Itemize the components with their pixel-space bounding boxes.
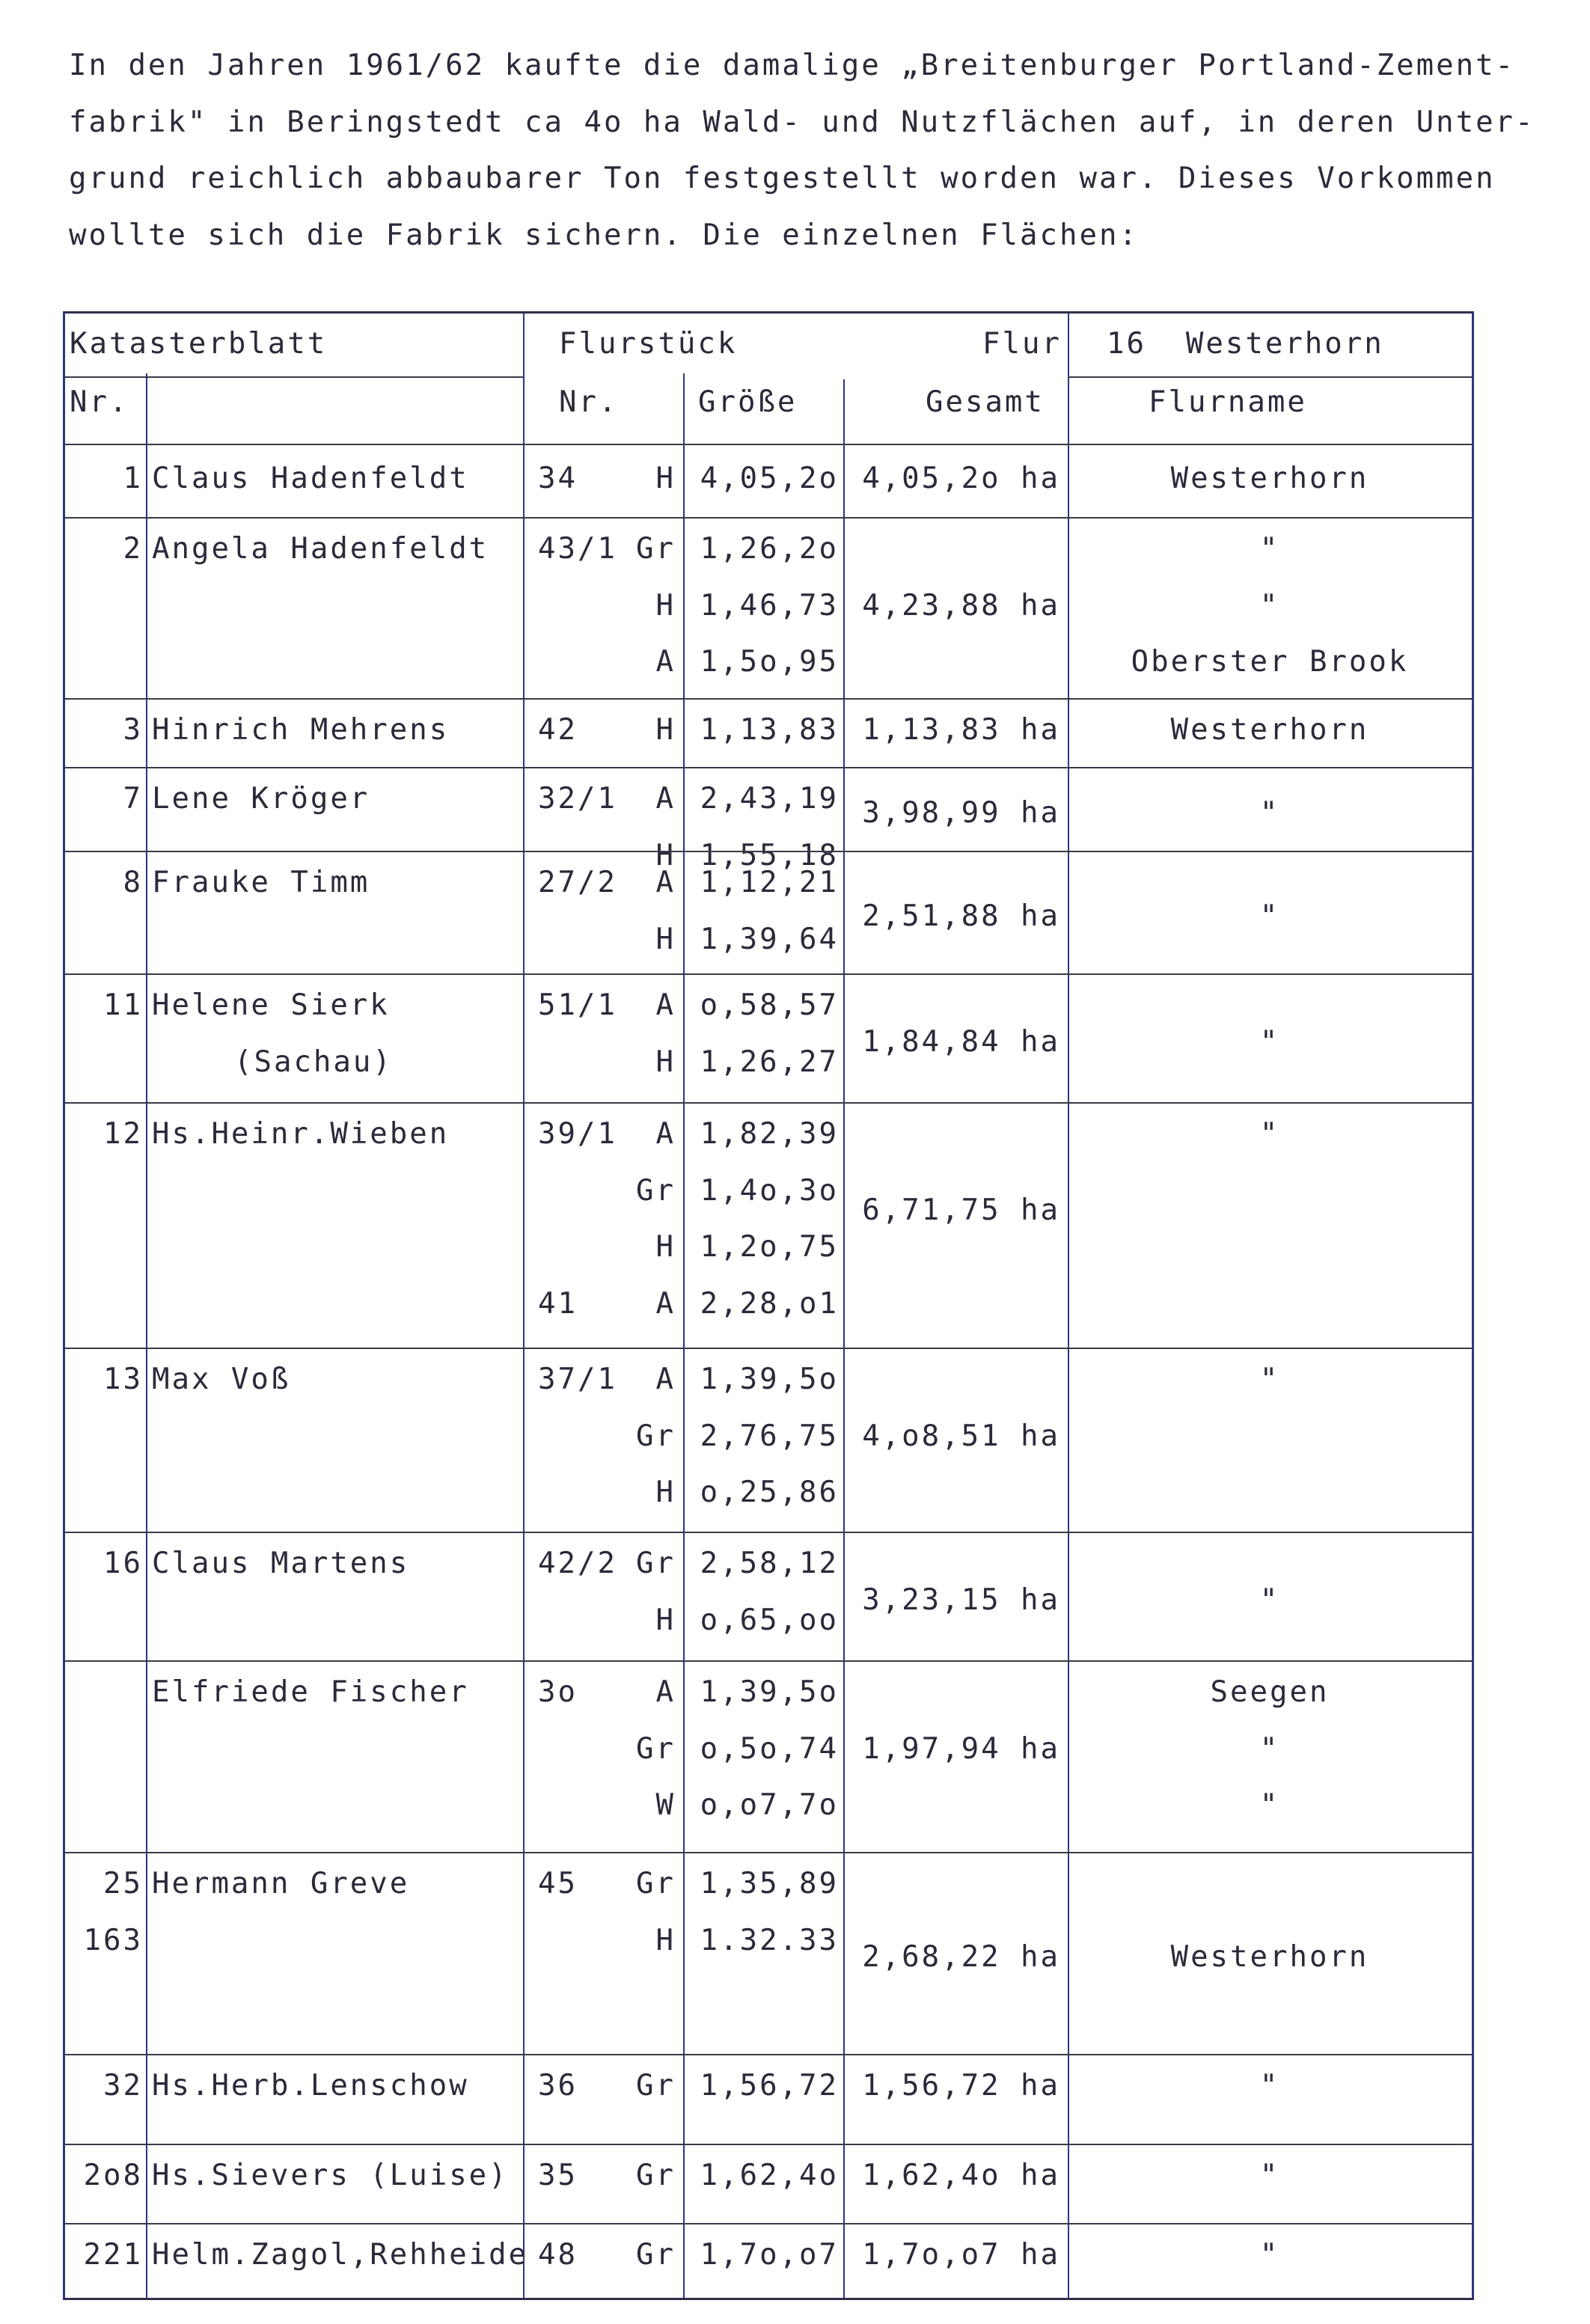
row-nr: 32: [103, 2069, 143, 2103]
row-divider: [65, 698, 1472, 700]
row-land-type: Gr: [636, 2159, 676, 2192]
row-land-type: H: [655, 1230, 676, 1264]
row-flurname: Westerhorn: [1170, 1940, 1369, 1974]
row-land-type: A: [655, 645, 676, 679]
row-groesse: 1,82,39: [700, 1117, 839, 1151]
row-land-type: Gr: [636, 2069, 676, 2103]
row-flurstueck-nr: 48: [538, 2238, 578, 2272]
column-divider: [1068, 314, 1069, 2298]
row-groesse: 1,39,5o: [700, 1675, 839, 1709]
row-flurstueck-nr: 35: [538, 2159, 578, 2192]
row-groesse: o,65,oo: [700, 1603, 839, 1637]
row-gesamt: 1,62,4o ha: [862, 2159, 1060, 2192]
row-land-type: H: [655, 838, 676, 872]
row-groesse: 1,35,89: [700, 1867, 839, 1901]
row-flurstueck-nr: 32/1: [538, 782, 617, 816]
header-divider: [1068, 376, 1472, 378]
row-land-type: H: [655, 1603, 676, 1637]
row-flurname: ": [1259, 1788, 1280, 1822]
row-divider: [65, 1102, 1472, 1104]
row-groesse: 1,56,72: [700, 2069, 839, 2103]
row-owner-name: Lene Kröger: [152, 782, 370, 816]
row-owner-name: Helene Sierk: [152, 988, 390, 1022]
row-land-type: H: [655, 922, 676, 956]
header-divider: [65, 376, 523, 378]
row-owner-name: Hinrich Mehrens: [152, 713, 450, 747]
row-gesamt: 3,23,15 ha: [862, 1583, 1060, 1617]
row-flurstueck-nr: 27/2: [538, 866, 617, 899]
row-gesamt: 1,56,72 ha: [862, 2069, 1060, 2103]
row-land-type: Gr: [636, 2238, 676, 2272]
row-owner-name: Hs.Sievers (Luise): [152, 2159, 509, 2192]
row-land-type: H: [655, 1923, 676, 1957]
parcel-table: [63, 311, 1474, 2300]
row-flurstueck-nr: 42: [538, 713, 578, 747]
row-owner-name: Hermann Greve: [152, 1867, 410, 1901]
header-gesamt: Gesamt: [926, 385, 1045, 419]
row-flurstueck-nr: 34: [538, 462, 578, 495]
row-owner-name: Hs.Heinr.Wieben: [152, 1117, 450, 1151]
row-nr: 13: [103, 1363, 143, 1396]
row-groesse: 1,2o,75: [700, 1230, 839, 1264]
row-groesse: 1,12,21: [700, 866, 839, 899]
column-divider: [843, 379, 845, 2298]
row-nr: 11: [103, 988, 143, 1022]
row-divider: [65, 2144, 1472, 2145]
row-nr: 3: [123, 713, 143, 747]
row-groesse: 4,05,2o: [700, 462, 839, 495]
row-land-type: A: [655, 1117, 676, 1151]
header-flur: Flur: [982, 327, 1062, 361]
row-gesamt: 4,23,88 ha: [862, 588, 1060, 623]
header-groesse: Größe: [698, 385, 798, 419]
row-flurname: ": [1259, 588, 1280, 623]
row-groesse: 1,26,27: [700, 1045, 839, 1079]
row-land-type: Gr: [636, 1731, 676, 1766]
row-land-type: A: [655, 988, 676, 1022]
row-owner-name: Elfriede Fischer: [152, 1675, 469, 1709]
row-flurname: ": [1259, 796, 1280, 830]
row-groesse: 2,58,12: [700, 1547, 839, 1580]
row-flurname: ": [1259, 2238, 1280, 2272]
row-divider: [65, 2223, 1472, 2224]
row-divider: [65, 973, 1472, 975]
header-flurstueck: Flurstück: [559, 327, 738, 361]
row-flurstueck-nr: 41: [538, 1286, 578, 1321]
row-divider: [65, 1532, 1472, 1533]
row-gesamt: 2,51,88 ha: [862, 899, 1060, 933]
row-gesamt: 1,13,83 ha: [862, 713, 1060, 747]
row-nr: 8: [123, 866, 143, 899]
row-nr: 7: [123, 782, 143, 816]
row-flurname: Westerhorn: [1170, 713, 1369, 747]
row-groesse: o,25,86: [700, 1476, 839, 1509]
header-bottom-line: [65, 444, 1472, 445]
row-owner-name: Frauke Timm: [152, 866, 370, 899]
row-divider: [65, 1348, 1472, 1349]
row-groesse: 2,28,o1: [700, 1286, 839, 1321]
row-flurstueck-nr: 43/1: [538, 532, 617, 566]
row-land-type: A: [655, 1675, 676, 1709]
row-flurstueck-nr: 3o: [538, 1675, 578, 1709]
row-owner-name: Claus Hadenfeldt: [152, 462, 469, 495]
column-divider: [146, 373, 147, 2298]
row-groesse: 1,7o,o7: [700, 2238, 839, 2272]
intro-line: wollte sich die Fabrik sichern. Die einzelnen Flächen:: [69, 218, 1139, 252]
row-land-type: A: [655, 1286, 676, 1321]
row-flurname: ": [1259, 1025, 1280, 1059]
row-gesamt: 1,84,84 ha: [862, 1025, 1060, 1059]
row-groesse: 1,39,5o: [700, 1363, 839, 1396]
row-flurname: ": [1259, 1731, 1280, 1766]
row-land-type: H: [655, 1476, 676, 1509]
row-groesse: 1,55,18: [700, 838, 839, 872]
row-groesse: 1.32.33: [700, 1923, 839, 1957]
row-land-type: H: [655, 1045, 676, 1079]
row-nr: 163: [83, 1923, 143, 1957]
row-owner-name: Angela Hadenfeldt: [152, 532, 489, 566]
row-land-type: A: [655, 866, 676, 899]
row-gesamt: 4,05,2o ha: [862, 462, 1060, 495]
row-groesse: o,5o,74: [700, 1731, 839, 1766]
row-groesse: o,58,57: [700, 988, 839, 1022]
column-divider: [523, 314, 525, 2298]
row-groesse: 2,43,19: [700, 782, 839, 816]
row-owner-name: Hs.Herb.Lenschow: [152, 2069, 469, 2103]
row-gesamt: 1,7o,o7 ha: [862, 2238, 1060, 2272]
row-owner-name: Max Voß: [152, 1363, 291, 1396]
row-flurstueck-nr: 39/1: [538, 1117, 617, 1151]
row-land-type: A: [655, 782, 676, 816]
row-nr: 12: [103, 1117, 143, 1151]
row-land-type: Gr: [636, 1419, 676, 1453]
row-groesse: 1,4o,3o: [700, 1173, 839, 1208]
row-flurstueck-nr: 51/1: [538, 988, 617, 1022]
row-divider: [65, 2054, 1472, 2055]
row-flurname: ": [1259, 1583, 1280, 1617]
row-owner-name: Claus Martens: [152, 1547, 410, 1580]
row-land-type: Gr: [636, 532, 676, 566]
row-land-type: H: [655, 462, 676, 495]
row-flurstueck-nr: 37/1: [538, 1363, 617, 1396]
row-divider: [65, 1660, 1472, 1662]
header-nr: Nr.: [70, 385, 129, 419]
row-gesamt: 1,97,94 ha: [862, 1731, 1060, 1766]
intro-line: In den Jahren 1961/62 kaufte die damalige „Breitenburger Portland-Zement-: [69, 49, 1516, 82]
row-land-type: Gr: [636, 1547, 676, 1580]
row-gesamt: 4,o8,51 ha: [862, 1419, 1060, 1453]
header-flurname: Flurname: [1149, 385, 1307, 419]
header-flur-value: 16 Westerhorn: [1107, 327, 1384, 361]
row-owner-name: (Sachau): [234, 1045, 393, 1079]
row-divider: [65, 517, 1472, 519]
row-divider: [65, 1852, 1472, 1853]
header-katasterblatt: Katasterblatt: [70, 327, 328, 361]
row-land-type: H: [655, 713, 676, 747]
row-nr: 2o8: [83, 2159, 143, 2192]
row-flurstueck-nr: 36: [538, 2069, 578, 2103]
row-nr: 2: [123, 532, 143, 566]
row-flurname: ": [1259, 899, 1280, 933]
row-flurname: Westerhorn: [1170, 462, 1369, 495]
row-land-type: W: [655, 1788, 676, 1822]
row-flurname: Seegen: [1210, 1675, 1330, 1709]
row-divider: [65, 767, 1472, 768]
row-groesse: 1,26,2o: [700, 532, 839, 566]
row-land-type: Gr: [636, 1867, 676, 1901]
row-flurname: Oberster Brook: [1131, 645, 1409, 679]
row-flurstueck-nr: 42/2: [538, 1547, 617, 1580]
intro-line: grund reichlich abbaubarer Ton festgestellt worden war. Dieses Vorkommen: [69, 162, 1496, 195]
row-gesamt: 3,98,99 ha: [862, 796, 1060, 830]
row-groesse: 2,76,75: [700, 1419, 839, 1453]
row-land-type: H: [655, 588, 676, 623]
row-nr: 1: [123, 462, 143, 495]
row-flurname: ": [1259, 532, 1280, 566]
row-divider: [65, 851, 1472, 852]
intro-line: fabrik" in Beringstedt ca 4o ha Wald- und Nutzflächen auf, in deren Unter-: [69, 105, 1535, 139]
row-flurname: ": [1259, 1117, 1280, 1151]
row-nr: 25: [103, 1867, 143, 1901]
row-gesamt: 2,68,22 ha: [862, 1940, 1060, 1974]
intro-paragraph: [69, 37, 1535, 263]
header-flurstueck-nr: Nr.: [559, 385, 619, 419]
row-nr: 221: [83, 2238, 143, 2272]
column-divider: [683, 373, 685, 2298]
row-groesse: 1,39,64: [700, 922, 839, 956]
row-flurname: ": [1259, 2159, 1280, 2192]
row-groesse: 1,46,73: [700, 588, 839, 623]
row-groesse: o,o7,7o: [700, 1788, 839, 1822]
row-land-type: Gr: [636, 1173, 676, 1208]
row-groesse: 1,13,83: [700, 713, 839, 747]
row-flurstueck-nr: 45: [538, 1867, 578, 1901]
row-flurname: ": [1259, 1363, 1280, 1396]
row-groesse: 1,62,4o: [700, 2159, 839, 2192]
row-gesamt: 6,71,75 ha: [862, 1193, 1060, 1227]
row-owner-name: Helm.Zagol,Rehheide: [152, 2238, 529, 2272]
row-flurname: ": [1259, 2069, 1280, 2103]
row-land-type: A: [655, 1363, 676, 1396]
row-nr: 16: [103, 1547, 143, 1580]
row-groesse: 1,5o,95: [700, 645, 839, 679]
